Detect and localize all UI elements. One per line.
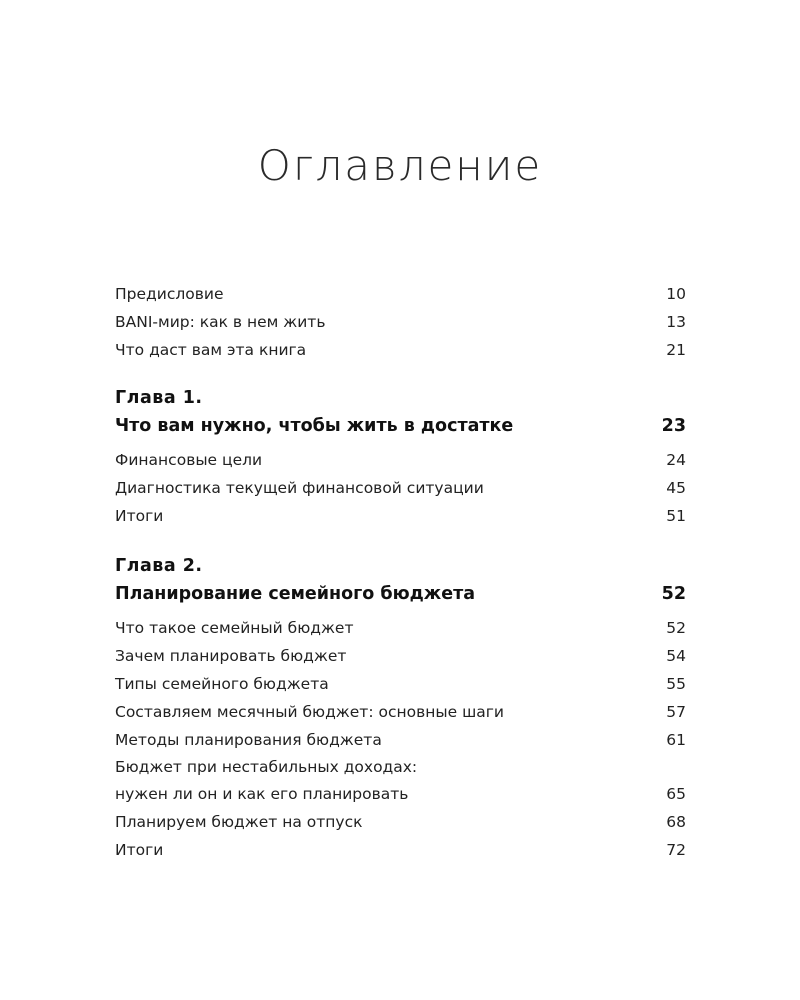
toc-entry-foreword[interactable] <box>115 280 686 308</box>
toc-entry-bani-world[interactable] <box>115 308 686 336</box>
toc-entry[interactable] <box>115 446 686 474</box>
chapter-2-heading[interactable] <box>115 580 686 610</box>
toc-entry-label: Финансовые цели <box>115 451 263 469</box>
toc-entry-multiline[interactable] <box>115 754 686 808</box>
toc-entry-label: Диагностика текущей финансовой ситуации <box>115 479 484 497</box>
toc-entry-label: Зачем планировать бюджет <box>115 647 347 665</box>
toc-entry-label: Что такое семейный бюджет <box>115 619 354 637</box>
chapter-2-title: Планирование семейного бюджета <box>115 584 476 604</box>
chapter-2-label: Глава 2. <box>115 556 203 576</box>
toc-entry[interactable] <box>115 474 686 502</box>
chapter-1-page: 23 <box>661 416 686 436</box>
chapter-1-title: Что вам нужно, чтобы жить в достатке <box>115 416 514 436</box>
toc-entry-page: 10 <box>666 285 686 303</box>
toc-entry-page: 51 <box>666 507 686 525</box>
toc-entry-label-line-2: нужен ли он и как его планировать <box>115 785 409 803</box>
toc-entry-label-line-1: Бюджет при нестабильных доходах: <box>115 758 418 776</box>
chapter-1-label: Глава 1. <box>115 388 203 408</box>
toc-entry-page: 13 <box>666 313 686 331</box>
toc-entry-label: Предисловие <box>115 285 224 303</box>
toc-entry-page: 54 <box>666 647 686 665</box>
toc-entry-label: Итоги <box>115 841 164 859</box>
page-title: Оглавление <box>257 141 543 190</box>
toc-entry-label: Что даст вам эта книга <box>115 341 307 359</box>
toc-entry-label: Методы планирования бюджета <box>115 731 382 749</box>
toc-entry-label: Составляем месячный бюджет: основные шаги <box>115 703 504 721</box>
toc-entry[interactable] <box>115 836 686 864</box>
toc-entry-page: 52 <box>666 619 686 637</box>
toc-entry-page: 61 <box>666 731 686 749</box>
toc-entry[interactable] <box>115 698 686 726</box>
toc-entry-page: 45 <box>666 479 686 497</box>
chapter-1-heading[interactable] <box>115 412 686 442</box>
toc-entry-page: 68 <box>666 813 686 831</box>
toc-entry-label: Итоги <box>115 507 164 525</box>
toc-entry[interactable] <box>115 614 686 642</box>
toc-entry-page: 65 <box>666 785 686 803</box>
chapter-2-page: 52 <box>661 584 686 604</box>
toc-entry-page: 21 <box>666 341 686 359</box>
toc-entry-page: 72 <box>666 841 686 859</box>
toc-entry[interactable] <box>115 670 686 698</box>
toc-entry[interactable] <box>115 726 686 754</box>
toc-entry-label: Планируем бюджет на отпуск <box>115 813 363 831</box>
table-of-contents <box>115 280 686 864</box>
toc-entry-label: Типы семейного бюджета <box>115 675 329 693</box>
toc-entry-page: 24 <box>666 451 686 469</box>
toc-entry[interactable] <box>115 808 686 836</box>
toc-entry-page: 55 <box>666 675 686 693</box>
toc-entry-book-benefits[interactable] <box>115 336 686 364</box>
toc-entry-label: BANI-мир: как в нем жить <box>115 313 326 331</box>
toc-entry-page: 57 <box>666 703 686 721</box>
toc-entry[interactable] <box>115 642 686 670</box>
toc-entry[interactable] <box>115 502 686 530</box>
